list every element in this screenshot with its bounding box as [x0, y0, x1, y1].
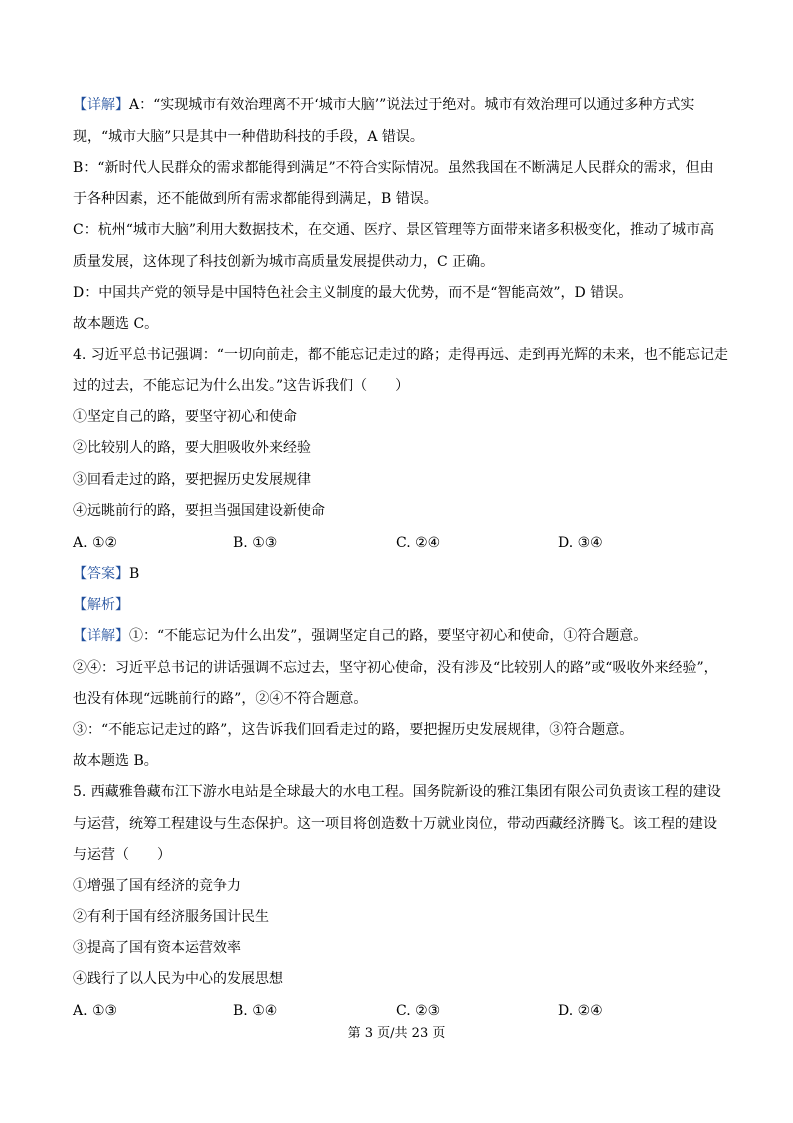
- answer-tag: 【答案】: [73, 566, 129, 582]
- q4-option-b: B. ①③: [233, 535, 278, 551]
- q5-item-1: ①增强了国有经济的竞争力: [73, 878, 241, 894]
- q5-option-a: A. ①③: [73, 1003, 118, 1019]
- q4-detail1: 【详解】①：“不能忘记为什么出发”，强调坚定自己的路，要坚守初心和使命，①符合题意。: [73, 628, 648, 644]
- section1-line2: 现，“城市大脑”只是其中一种借助科技的手段，A 错误。: [73, 129, 424, 145]
- section1-conclusion: 故本题选 C。: [73, 316, 159, 332]
- q5-option-b: B. ①④: [233, 1003, 278, 1019]
- q5-option-c: C. ②③: [396, 1003, 441, 1019]
- q4-item-4: ④远眺前行的路，要担当强国建设新使命: [73, 503, 325, 519]
- q4-detail3: 也没有体现“远眺前行的路”，②④不符合题意。: [73, 691, 368, 707]
- section1-line5: C：杭州“城市大脑”利用大数据技术，在交通、医疗、景区管理等方面带来诸多积极变化，推动了城市高: [73, 222, 715, 238]
- q5-stem-line2: 与运营，统筹工程建设与生态保护。这一项目将创造数十万就业岗位，带动西藏经济腾飞。该工程的建设: [73, 816, 717, 832]
- q4-analysis-tag: 【解析】: [73, 597, 129, 613]
- q5-item-3: ③提高了国有资本运营效率: [73, 940, 241, 956]
- q5-stem-line3: 与运营（ ）: [73, 847, 171, 863]
- section1-line7: D：中国共产党的领导是中国特色社会主义制度的最大优势，而不是“智能高效”，D 错误。: [73, 285, 633, 301]
- page-number: 第 3 页/共 23 页: [347, 1026, 446, 1041]
- q4-conclusion: 故本题选 B。: [73, 753, 158, 769]
- q4-detail2: ②④：习近平总书记的讲话强调不忘过去，坚守初心使命，没有涉及“比较别人的路”或“吸收外来经验”，: [73, 660, 718, 676]
- q4-item-1: ①坚定自己的路，要坚守初心和使命: [73, 409, 297, 425]
- q4-option-a: A. ①②: [73, 535, 118, 551]
- q4-stem-line2: 过的过去，不能忘记为什么出发。”这告诉我们（ ）: [73, 378, 410, 394]
- detail-tag: 【详解】: [73, 97, 129, 113]
- section1-line4: 于各种因素，还不能做到所有需求都能得到满足，B 错误。: [73, 191, 438, 207]
- detail-tag: 【详解】: [73, 628, 129, 644]
- q4-answer: 【答案】B: [73, 566, 140, 582]
- section1-line6: 质量发展，这体现了科技创新为城市高质量发展提供动力，C 正确。: [73, 254, 495, 270]
- q5-stem-line1: 5. 西藏雅鲁藏布江下游水电站是全球最大的水电工程。国务院新设的雅江集团有限公司负责该工程的建设: [73, 784, 721, 800]
- section1-line1: 【详解】A：“实现城市有效治理离不开‘城市大脑’”说法过于绝对。城市有效治理可以通过多种方式实: [73, 97, 695, 113]
- q5-item-2: ②有利于国有经济服务国计民生: [73, 909, 269, 925]
- section1-line3: B：“新时代人民群众的需求都能得到满足”不符合实际情况。虽然我国在不断满足人民群众的需求，但由: [73, 160, 714, 176]
- q4-option-d: D. ③④: [558, 535, 603, 551]
- q4-item-3: ③回看走过的路，要把握历史发展规律: [73, 472, 311, 488]
- q5-option-d: D. ②④: [558, 1003, 603, 1019]
- q4-detail4: ③：“不能忘记走过的路”，这告诉我们回看走过的路，要把握历史发展规律，③符合题意。: [73, 722, 634, 738]
- q5-item-4: ④践行了以人民为中心的发展思想: [73, 971, 283, 987]
- q4-item-2: ②比较别人的路，要大胆吸收外来经验: [73, 440, 311, 456]
- q4-stem-line1: 4. 习近平总书记强调：“一切向前走，都不能忘记走过的路；走得再远、走到再光辉的未来，也不能忘记走: [73, 347, 728, 363]
- q4-option-c: C. ②④: [396, 535, 441, 551]
